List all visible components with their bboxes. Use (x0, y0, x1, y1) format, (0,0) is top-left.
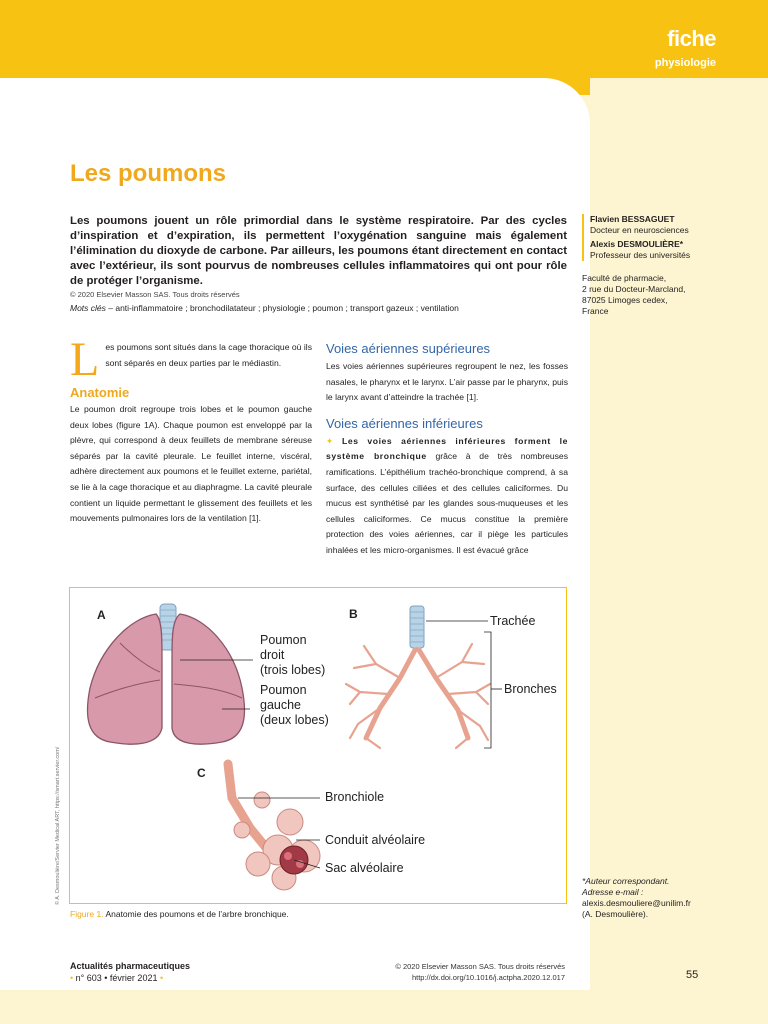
heading-anatomie: Anatomie (70, 385, 130, 400)
figure-credit-text: © A. Desmoulière/Servier Medical ART, https://smart.servier.com/ (55, 746, 61, 905)
label-conduit-alveolaire: Conduit alvéolaire (325, 833, 426, 847)
anatomie-body: Le poumon droit regroupe trois lobes et le poumon gauche deux lobes (figure 1A). Chaque poumon est enveloppé par la plèvre, qui correspond à deux feuillets de membrane séreuse séparés par la cavité pleurale. Le feuillet interne, viscéral, adhère directement aux poumons et le feuillet externe, pariétal, se lie à la cage thoracique et au diaphragme. La cavité pleurale contient un liquide permettant le glissement des feuillets et les mouvements pulmonaires lors de la ventilation [1]. (70, 404, 312, 524)
heading-voies-superieures: Voies aériennes supérieures (326, 341, 491, 356)
corresp-email[interactable]: alexis.desmouliere@unilim.fr (A. Desmoulière). (582, 898, 691, 919)
page-number: 55 (686, 969, 699, 981)
voies-inferieures-body (326, 434, 568, 559)
voies-inferieures-text: grâce à de très nombreuses ramifications. L’épithélium trachéo-bronchique comprend, à sa surface, des cellules ciliées et des cellules caliciformes. Du mucus est synthétisé par les glandes sous-muqueuses et les cellules caliciformes. Ce mucus constitue la première protection des voies aériennes, car il piège les particules inhalées et les micro-organismes. Il est évacué grâce (326, 451, 569, 555)
figure-1 (69, 587, 567, 904)
doi-link[interactable]: http://dx.doi.org/10.1016/j.actpha.2020.12.017 (411, 973, 565, 982)
authors (582, 214, 758, 261)
subsection-label: physiologie (654, 57, 716, 69)
lungs-illustration (87, 604, 253, 744)
author2-name: Alexis DESMOULIÈRE* (590, 239, 684, 249)
label-sac-alveolaire: Sac alvéolaire (325, 861, 404, 875)
alveoli-illustration (228, 764, 320, 890)
author-sidebar (582, 214, 758, 317)
article-title: Les poumons (70, 160, 227, 187)
keywords-list: – anti-inflammatoire ; bronchodilatateur ; physiologie ; poumon ; transport gazeux ; ventilation (105, 303, 459, 313)
star-icon: ✦ (326, 435, 334, 446)
author1-name: Flavien BESSAGUET (590, 214, 675, 224)
affiliation: Faculté de pharmacie, 2 rue du Docteur-Marcland, 87025 Limoges cedex, France (582, 273, 686, 316)
section-label: fiche (667, 26, 716, 51)
panel-c-label: C (197, 766, 206, 780)
bronchial-tree-illustration (346, 606, 502, 748)
panel-b-label: B (349, 607, 358, 621)
corresponding-author (582, 876, 758, 920)
keywords (70, 303, 459, 313)
author2-title: Professeur des universités (590, 250, 691, 260)
journal-issue-text: n° 603 • février 2021 (75, 973, 158, 983)
journal-issue: • n° 603 • février 2021 • (70, 973, 164, 983)
heading-voies-inferieures: Voies aériennes inférieures (326, 415, 483, 431)
footer-copyright-text: © 2020 Elsevier Masson SAS. Tous droits réservés (395, 962, 565, 971)
keywords-label: Mots clés (70, 303, 106, 313)
column-right (326, 340, 568, 559)
figure-credit (55, 746, 63, 913)
figure-caption-text: Anatomie des poumons et de l’arbre bronchique. (103, 909, 289, 919)
intro-copyright: © 2020 Elsevier Masson SAS. Tous droits réservés (70, 290, 240, 299)
article-intro: Les poumons jouent un rôle primordial dans le système respiratoire. Par des cycles d’inspiration et d’expiration, ils permettent l’oxygénation sanguine mais également l’élimination du dioxyde de carbone. Par ailleurs, les poumons étant directement en contact avec l’extérieur, ils sont pourvus de nombreuses cellules inflammatoires qui ont pour rôle de protéger l’organisme. (70, 215, 567, 287)
corresp-label: *Auteur correspondant. Adresse e-mail : (582, 876, 670, 897)
figure-caption (70, 909, 289, 919)
label-right-lung: Poumon droit (trois lobes) (260, 633, 326, 677)
journal-name: Actualités pharmaceutiques (70, 961, 191, 971)
figure-caption-label: Figure 1. (70, 909, 104, 919)
label-left-lung: Poumon gauche (deux lobes) (260, 683, 329, 727)
column-left (70, 333, 312, 527)
lead-text: es poumons sont situés dans la cage thoracique où ils sont séparés en deux parties par le médiastin. (105, 342, 312, 368)
author1-title: Docteur en neurosciences (590, 225, 689, 235)
dropcap: L (70, 333, 100, 386)
label-bronchiole: Bronchiole (325, 790, 385, 804)
lead-paragraph (70, 333, 312, 386)
panel-a-label: A (97, 608, 106, 622)
label-trachee: Trachée (490, 614, 536, 628)
voies-inferieures-lead: Les voies aériennes inférieures forment le système bronchique (326, 435, 568, 462)
voies-superieures-body: Les voies aériennes supérieures regroupent le nez, les fosses nasales, le pharynx et le larynx. L’air passe par le pharynx, puis le larynx avant d’atteindre la trachée [1]. (326, 361, 568, 403)
label-bronches: Bronches (504, 682, 557, 696)
footer-copyright (395, 961, 565, 983)
